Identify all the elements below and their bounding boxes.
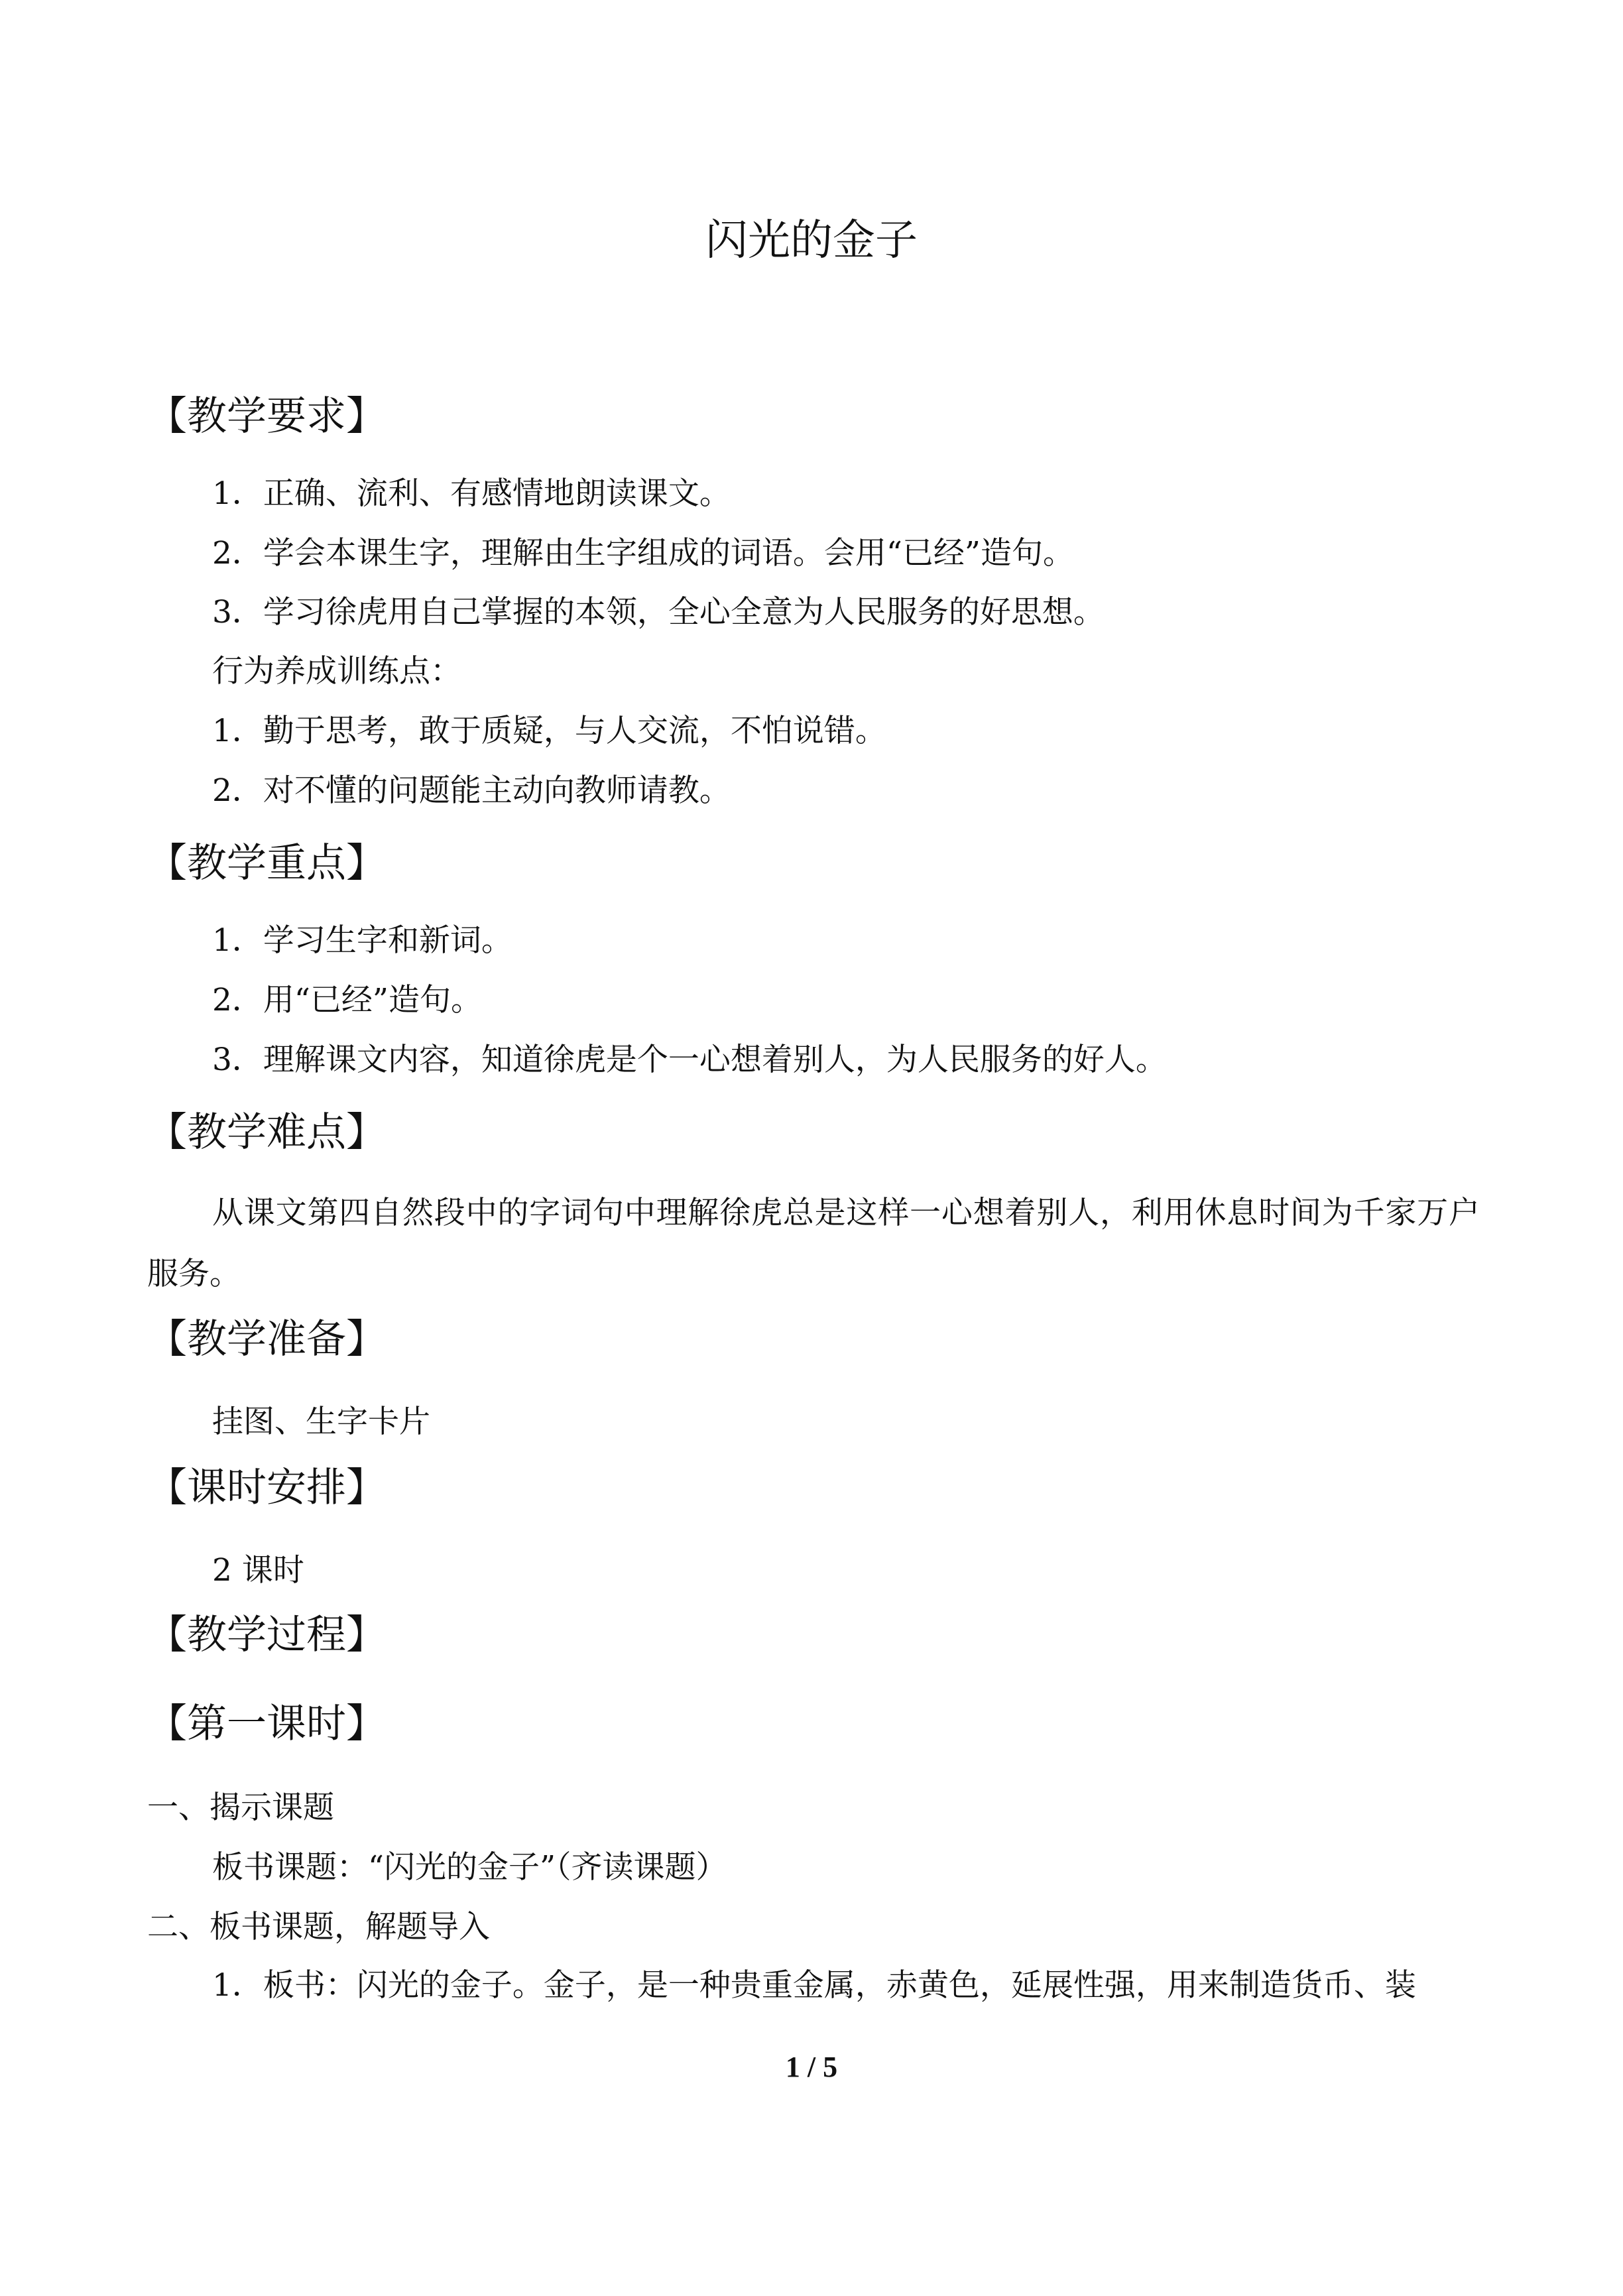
key-point-item-1: 1．学习生字和新词。 [212,922,512,959]
section-heading-first-lesson: 【第一课时】 [147,1701,386,1747]
step-1-heading: 一、揭示课题 [147,1789,334,1826]
section-heading-preparation: 【教学准备】 [147,1316,386,1362]
section-heading-requirements: 【教学要求】 [147,393,386,440]
requirement-item-3: 3．学习徐虎用自己掌握的本领，全心全意为人民服务的好思想。 [212,594,1105,631]
step-2-text: 1．板书：闪光的金子。金子，是一种贵重金属，赤黄色，延展性强，用来制造货币、装 [212,1967,1416,2004]
key-point-item-2: 2．用“已经”造句。 [212,982,482,1018]
document-title: 闪光的金子 [705,216,918,265]
behavior-item-2: 2．对不懂的问题能主动向教师请教。 [212,772,731,809]
schedule-text: 2 课时 [212,1552,304,1589]
section-heading-key-points: 【教学重点】 [147,840,386,886]
requirement-item-1: 1．正确、流利、有感情地朗读课文。 [212,475,731,512]
behavior-heading: 行为养成训练点： [212,653,461,690]
section-heading-process: 【教学过程】 [147,1612,386,1658]
key-point-item-3: 3．理解课文内容，知道徐虎是个一心想着别人，为人民服务的好人。 [212,1042,1167,1078]
step-2-heading: 二、板书课题，解题导入 [147,1909,490,1945]
step-1-text: 板书课题：“闪光的金子”（齐读课题） [212,1849,727,1886]
preparation-text: 挂图、生字卡片 [212,1404,430,1440]
difficulty-paragraph: 从课文第四自然段中的字词句中理解徐虎总是这样一心想着别人，利用休息时间为千家万户服务。 [147,1195,1480,1292]
behavior-item-1: 1．勤于思考，敢于质疑，与人交流，不怕说错。 [212,713,886,749]
requirement-item-2: 2．学会本课生字，理解由生字组成的词语。会用“已经”造句。 [212,535,1074,572]
page-number: 1 / 5 [785,2051,838,2083]
section-heading-difficulty: 【教学难点】 [147,1109,386,1156]
section-heading-schedule: 【课时安排】 [147,1465,386,1511]
